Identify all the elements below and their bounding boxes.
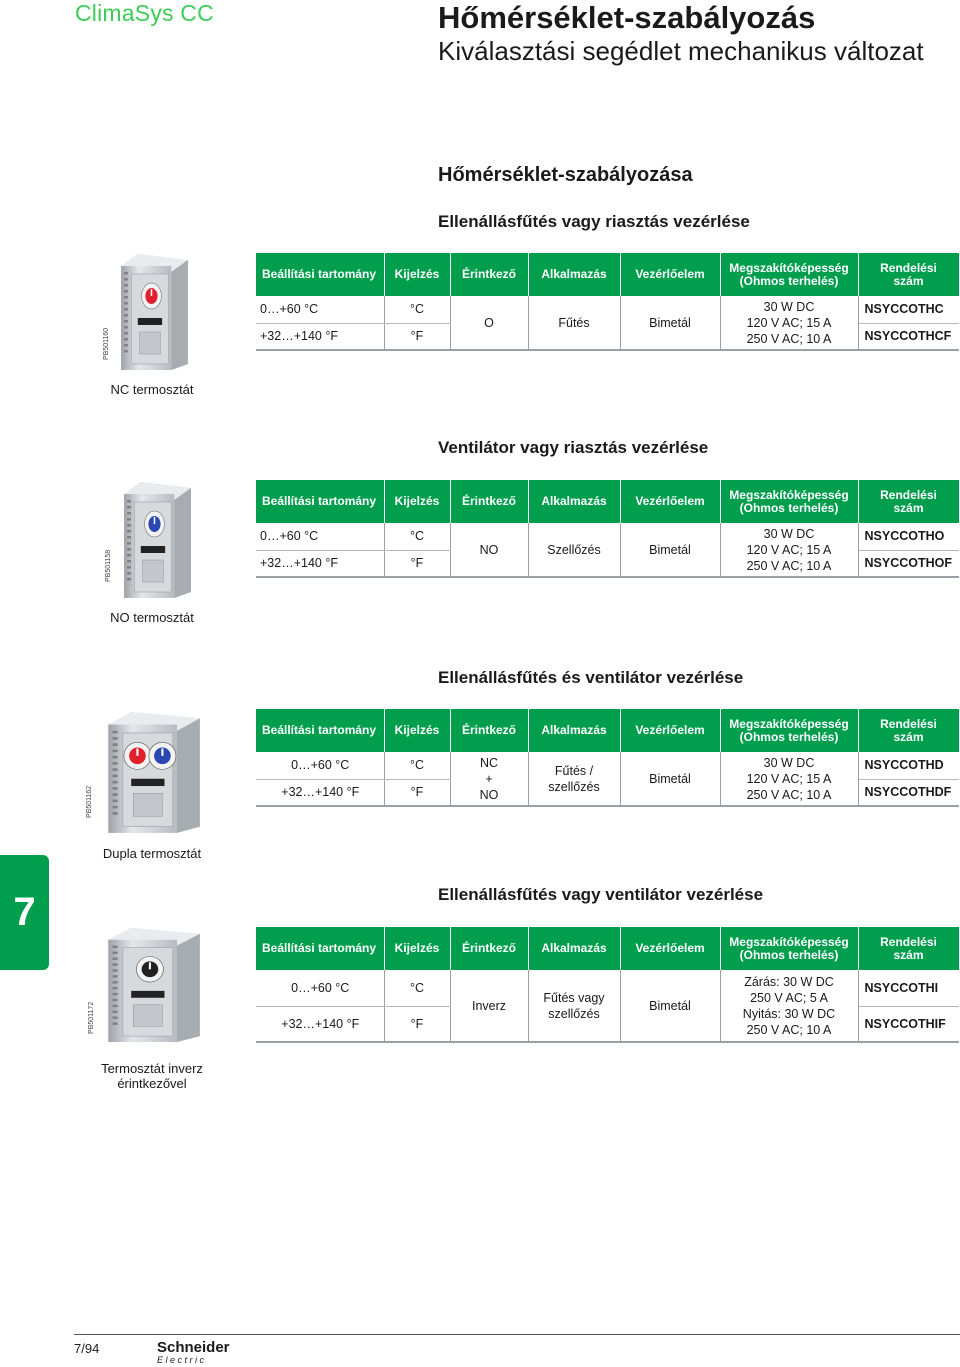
cell-range: +32…+140 °F [256,323,384,350]
header-capacity [720,927,858,970]
cell-range: +32…+140 °F [256,550,384,577]
cell-contact [450,296,528,350]
header-element: Vezérlőelem [620,927,720,970]
capacity-line: 250 V AC; 10 A [746,787,832,802]
cell-range: +32…+140 °F [256,779,384,806]
header-capacity-line: Megszakítóképesség [729,934,849,949]
application-line: Fűtés [558,315,590,330]
cell-order-number[interactable]: NSYCCOTHC [858,296,959,323]
application-line: szellőzés [548,1006,600,1021]
thermostat-image [118,480,194,605]
table-header-row [256,927,959,970]
capacity-line: 30 W DC [763,299,815,314]
cell-element: Bimetál [620,970,720,1042]
caption-line: NC termosztát [110,382,194,397]
product-caption [92,846,212,861]
thermostat-image [100,926,204,1049]
cell-order-number[interactable]: NSYCCOTHCF [858,323,959,350]
page-subtitle: Kiválasztási segédlet mechanikus változat [438,36,924,66]
cell-application [528,752,620,806]
header-unit: Kijelzés [384,709,450,752]
caption-line: Termosztát inverz [101,1061,203,1076]
capacity-line: 120 V AC; 15 A [746,771,832,786]
capacity-line: 30 W DC [763,755,815,770]
header-contact: Érintkező [450,480,528,523]
table-header-row [256,253,959,296]
header-order-line: Rendelési [880,260,937,275]
caption-line: érintkezővel [117,1076,187,1091]
capacity-line: 250 V AC; 5 A [750,990,828,1005]
table-row [256,296,959,323]
photo-code: PB501160 [103,327,110,360]
header-capacity-line: Megszakítóképesség [729,716,849,731]
cell-unit: °C [384,523,450,550]
header-range: Beállítási tartomány [256,253,384,296]
photo-code: PB501172 [88,1001,95,1034]
cell-unit: °F [384,323,450,350]
table-row [256,970,959,1006]
header-order-line: Rendelési [880,716,937,731]
capacity-line: Nyitás: 30 W DC [742,1006,836,1021]
header-capacity-line: (Ohmos terhelés) [739,273,839,288]
capacity-line: 250 V AC; 10 A [746,331,832,346]
header-application: Alkalmazás [528,253,620,296]
thermostat-image [115,252,191,377]
application-line: Fűtés / [554,763,594,778]
header-order-line: szám [893,273,924,288]
contact-line: Inverz [471,998,507,1013]
schneider-logo: Schneider Electric [157,1339,230,1365]
table-header-row [256,480,959,523]
cell-unit: °F [384,779,450,806]
block-heading: Ellenállásfűtés vagy ventilátor vezérlése [438,885,764,904]
block-heading: Ellenállásfűtés vagy riasztás vezérlése [438,212,750,231]
cell-element: Bimetál [620,296,720,350]
header-order-line: szám [893,500,924,515]
header-order-line: Rendelési [880,934,937,949]
capacity-line: 30 W DC [763,526,815,541]
cell-order-number[interactable]: NSYCCOTHIF [858,1006,959,1042]
cell-order-number[interactable]: NSYCCOTHOF [858,550,959,577]
cell-unit: °F [384,550,450,577]
cell-unit: °C [384,970,450,1006]
cell-order-number[interactable]: NSYCCOTHO [858,523,959,550]
product-caption [92,1061,212,1091]
photo-code: PB501162 [86,785,93,818]
header-order-line: szám [893,947,924,962]
header-order [858,253,959,296]
header-application: Alkalmazás [528,927,620,970]
application-line: szellőzés [548,779,600,794]
header-capacity-line: (Ohmos terhelés) [739,729,839,744]
header-contact: Érintkező [450,253,528,296]
contact-line: NC [479,755,499,770]
cell-order-number[interactable]: NSYCCOTHD [858,752,959,779]
cell-application [528,970,620,1042]
header-contact: Érintkező [450,927,528,970]
header-capacity [720,480,858,523]
chapter-tab[interactable]: 7 [0,855,49,970]
header-element: Vezérlőelem [620,253,720,296]
application-line: Fűtés vagy [543,990,605,1005]
cell-contact [450,523,528,577]
header-application: Alkalmazás [528,709,620,752]
header-contact: Érintkező [450,709,528,752]
block-heading: Ellenállásfűtés és ventilátor vezérlése [438,668,744,687]
capacity-line: 250 V AC; 10 A [746,1022,832,1037]
caption-line: Dupla termosztát [102,846,202,861]
cell-capacity [720,752,858,806]
contact-line: + [485,771,493,786]
footer-divider [74,1334,960,1335]
cell-unit: °C [384,752,450,779]
capacity-line: Zárás: 30 W DC [744,974,834,989]
cell-element: Bimetál [620,752,720,806]
header-application: Alkalmazás [528,480,620,523]
page-number: 7/94 [74,1341,100,1356]
cell-application [528,296,620,350]
header-capacity [720,709,858,752]
header-order-line: szám [893,729,924,744]
cell-order-number[interactable]: NSYCCOTHI [858,970,959,1006]
header-order-line: Rendelési [880,487,937,502]
header-capacity-line: (Ohmos terhelés) [739,947,839,962]
cell-contact [450,970,528,1042]
spec-table [256,709,960,807]
spec-table [256,253,960,351]
cell-range: 0…+60 °C [256,752,384,779]
cell-order-number[interactable]: NSYCCOTHDF [858,779,959,806]
contact-line: O [484,315,494,330]
header-unit: Kijelzés [384,480,450,523]
cell-capacity [720,523,858,577]
header-range: Beállítási tartomány [256,927,384,970]
cell-application [528,523,620,577]
brand-name: ClimaSys CC [75,0,214,26]
header-capacity [720,253,858,296]
header-unit: Kijelzés [384,253,450,296]
capacity-line: 120 V AC; 15 A [746,315,832,330]
cell-element: Bimetál [620,523,720,577]
cell-capacity [720,970,858,1042]
header-unit: Kijelzés [384,927,450,970]
page-title: Hőmérséklet-szabályozás [438,0,816,35]
cell-range: +32…+140 °F [256,1006,384,1042]
header-element: Vezérlőelem [620,480,720,523]
product-caption [92,382,212,397]
cell-range: 0…+60 °C [256,523,384,550]
cell-range: 0…+60 °C [256,970,384,1006]
cell-capacity [720,296,858,350]
cell-unit: °C [384,296,450,323]
header-capacity-line: Megszakítóképesség [729,260,849,275]
capacity-line: 120 V AC; 15 A [746,542,832,557]
spec-table [256,927,960,1043]
cell-range: 0…+60 °C [256,296,384,323]
header-capacity-line: (Ohmos terhelés) [739,500,839,515]
application-line: Szellőzés [547,542,601,557]
caption-line: NO termosztát [110,610,194,625]
capacity-line: 250 V AC; 10 A [746,558,832,573]
table-row [256,523,959,550]
header-element: Vezérlőelem [620,709,720,752]
product-caption [92,610,212,625]
header-order [858,480,959,523]
spec-table [256,480,960,578]
table-row [256,752,959,779]
header-range: Beállítási tartomány [256,709,384,752]
cell-unit: °F [384,1006,450,1042]
header-order [858,927,959,970]
contact-line: NO [479,542,499,557]
header-order [858,709,959,752]
header-range: Beállítási tartomány [256,480,384,523]
cell-contact [450,752,528,806]
table-header-row [256,709,959,752]
section-title: Hőmérséklet-szabályozása [438,164,693,186]
header-capacity-line: Megszakítóképesség [729,487,849,502]
contact-line: NO [479,787,499,802]
photo-code: PB501158 [105,549,112,582]
block-heading: Ventilátor vagy riasztás vezérlése [438,438,709,457]
thermostat-image [100,710,204,840]
